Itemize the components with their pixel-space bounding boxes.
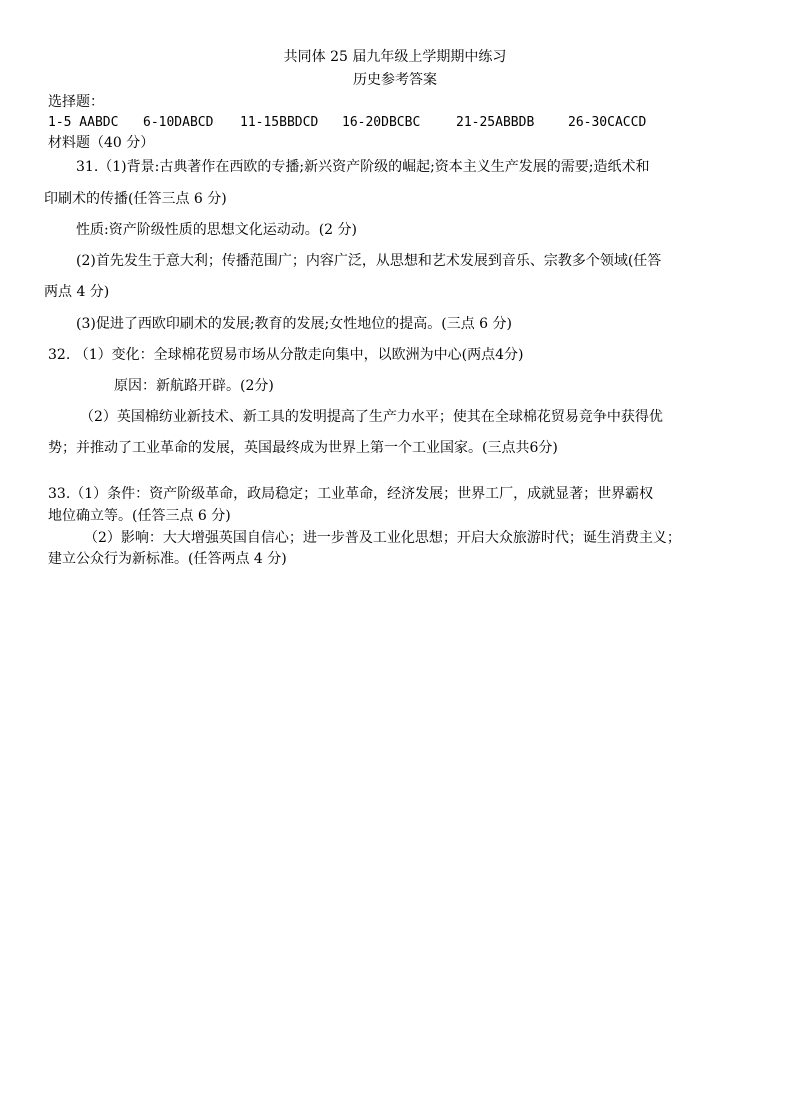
answer-group-2: 6-10DABCD xyxy=(143,115,214,130)
answer-group-1: 1-5 AABDC xyxy=(48,115,119,130)
q32-part2-line2: 势；并推动了工业革命的发展，英国最终成为世界上第一个工业国家。(三点共6分) xyxy=(48,440,558,456)
q33-part2-line2: 建立公众行为新标准。(任答两点 4 分) xyxy=(48,551,287,567)
q31-part3: (3)促进了西欧印刷术的发展;教育的发展;女性地位的提高。(三点 6 分) xyxy=(76,316,512,332)
q33-part1-line1: 33.（1）条件：资产阶级革命，政局稳定；工业革命，经济发展；世界工厂，成就显著；世界霸权 xyxy=(48,486,654,502)
doc-subtitle: 历史参考答案 xyxy=(353,72,437,88)
q31-nature: 性质:资产阶级性质的思想文化运动动。(2 分) xyxy=(76,222,357,238)
choice-header: 选择题： xyxy=(48,94,104,110)
answer-group-5: 21-25ABBDB xyxy=(456,115,535,130)
material-header: 材料题（40 分） xyxy=(48,135,155,151)
q31-part1-line1: 31.（1)背景:古典著作在西欧的专播;新兴资产阶级的崛起;资本主义生产发展的需要;造纸术和 xyxy=(76,159,650,175)
answer-group-6: 26-30CACCD xyxy=(568,115,647,130)
answer-group-4: 16-20DBCBC xyxy=(342,115,421,130)
doc-title: 共同体 25 届九年级上学期期中练习 xyxy=(283,49,507,65)
q32-part1: 32. （1）变化：全球棉花贸易市场从分散走向集中，以欧洲为中心(两点4分) xyxy=(48,347,524,363)
q31-part1-line2: 印刷术的传播(任答三点 6 分) xyxy=(44,191,227,207)
q32-part2-line1: （2）英国棉纺业新技术、新工具的发明提高了生产力水平；使其在全球棉花贸易竞争中获得优 xyxy=(80,409,663,425)
answer-group-3: 11-15BBDCD xyxy=(240,115,319,130)
q31-part2-line1: (2)首先发生于意大利；传播范围广；内容广泛，从思想和艺术发展到音乐、宗教多个领域(任答 xyxy=(76,253,662,269)
q33-part2-line1: （2）影响：大大增强英国自信心；进一步普及工业化思想；开启大众旅游时代；诞生消费主义； xyxy=(84,530,681,546)
q32-reason: 原因：新航路开辟。(2分) xyxy=(114,378,274,394)
q31-part2-line2: 两点 4 分) xyxy=(44,284,110,300)
q33-part1-line2: 地位确立等。(任答三点 6 分) xyxy=(48,508,231,524)
